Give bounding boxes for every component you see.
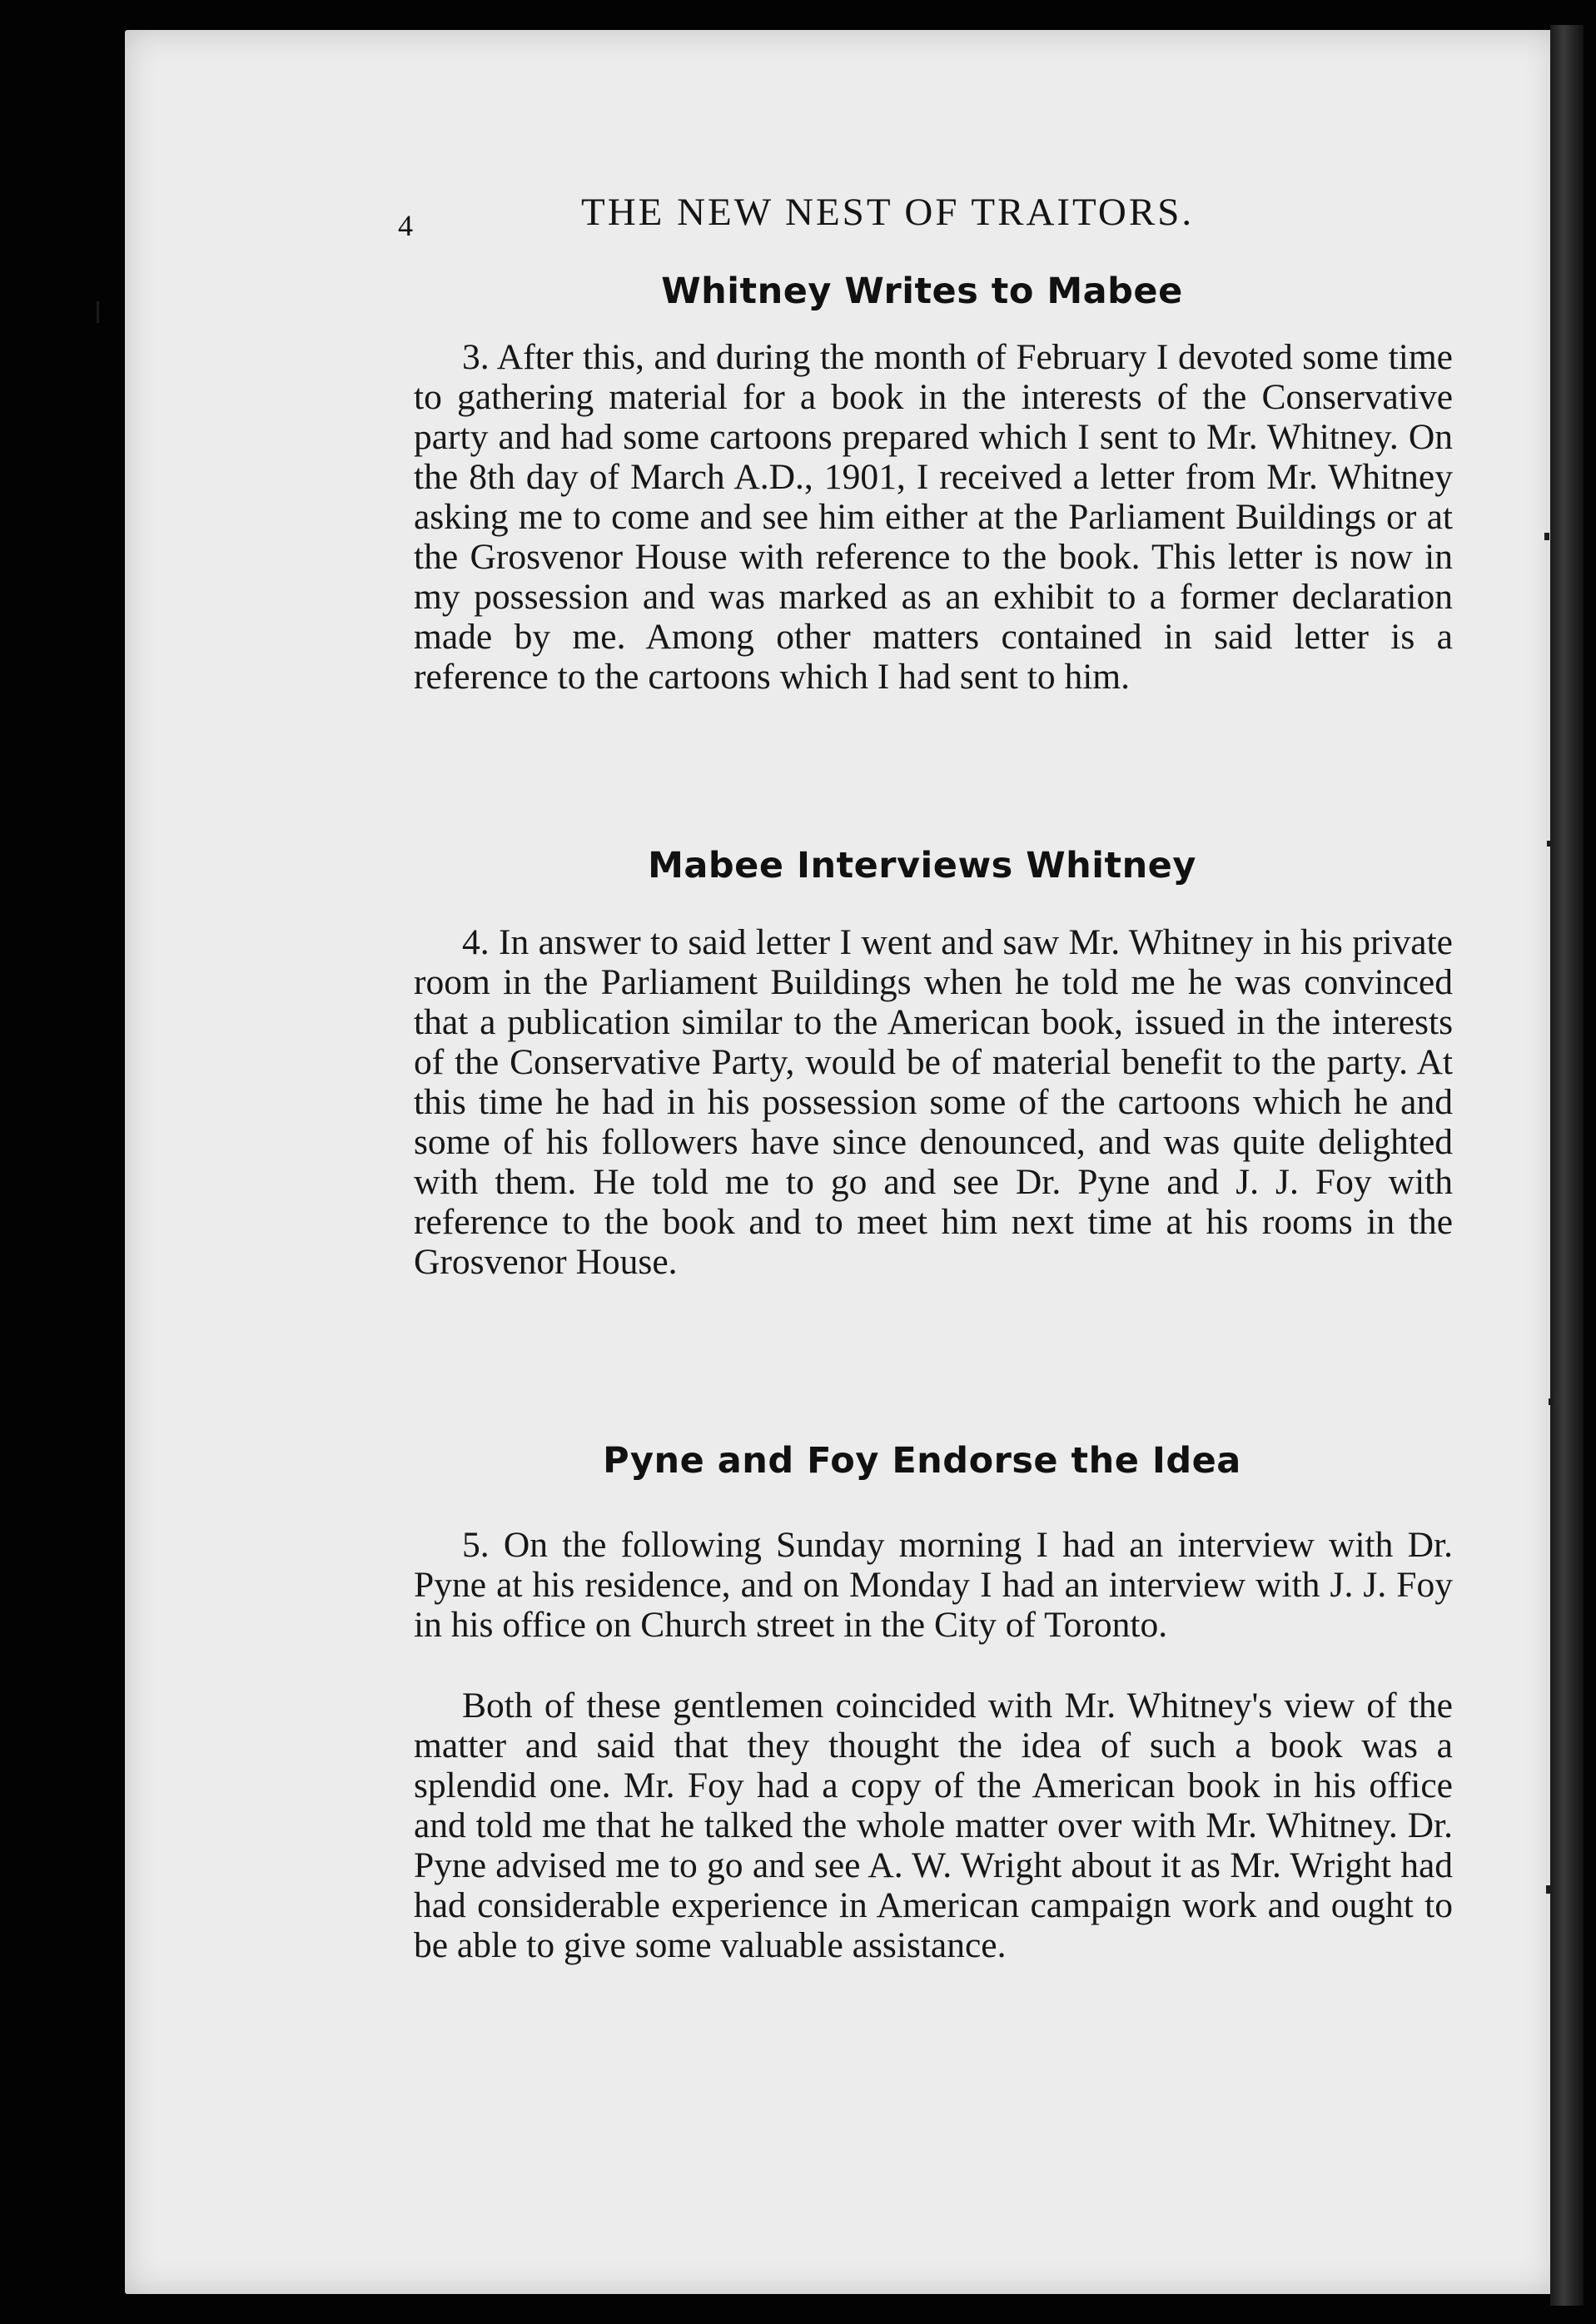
paragraph: 5. On the following Sunday morning I had an interview with Dr. Pyne at his residence, and on Monday I had an interview with J. J. Foy in his office on Church street in the City of Toronto. bbox=[414, 1525, 1453, 1645]
paragraph: 3. After this, and during the month of February I devoted some time to gathering material for a book in the interests of the Conservative party and had some cartoons prepared which I sent to Mr. Whitney. On the 8th day of March A.D., 1901, I received a letter from Mr. Whitney asking me to come and see him either at the Parliament Buildings or at the Grosvenor House with reference to the book. This letter is now in my possession and was marked as an exhibit to a former declaration made by me. Among other matters contained in said letter is a reference to the cartoons which I had sent to him. bbox=[414, 337, 1453, 697]
paragraph: Both of these gentlemen coincided with Mr. Whitney's view of the matter and said that they thought the idea of such a book was a splendid one. Mr. Foy had a copy of the American book in his office and told me that he talked the whole matter over with Mr. Whitney. Dr. Pyne advised me to go and see A. W. Wright about it as Mr. Wright had had considerable experience in American campaign work and ought to be able to give some valuable assistance. bbox=[414, 1686, 1453, 1965]
scan-speck bbox=[1544, 533, 1549, 540]
section-heading: Mabee Interviews Whitney bbox=[648, 845, 1196, 886]
section-heading: Whitney Writes to Mabee bbox=[661, 271, 1183, 312]
scan-speck bbox=[1549, 1398, 1554, 1405]
section-heading: Pyne and Foy Endorse the Idea bbox=[603, 1440, 1241, 1482]
page-number: 4 bbox=[398, 209, 413, 242]
running-title: THE NEW NEST OF TRAITORS. bbox=[581, 191, 1195, 234]
running-header bbox=[398, 190, 1330, 248]
paragraph: 4. In answer to said letter I went and saw Mr. Whitney in his private room in the Parliament Buildings when he told me he was convinced that a publication similar to the American book, issued in the interests of the Conservative Party, would be of material benefit to the party. At this time he had in his possession some of the cartoons which he and some of his followers have since denounced, and was quite delighted with them. He told me to go and see Dr. Pyne and J. J. Foy with reference to the book and to meet him next time at his rooms in the Grosvenor House. bbox=[414, 922, 1453, 1282]
scan-speck bbox=[1547, 841, 1551, 847]
scan-speck bbox=[97, 301, 99, 323]
page-edge-shadow bbox=[1550, 25, 1584, 2306]
scan-speck bbox=[1546, 1885, 1550, 1894]
